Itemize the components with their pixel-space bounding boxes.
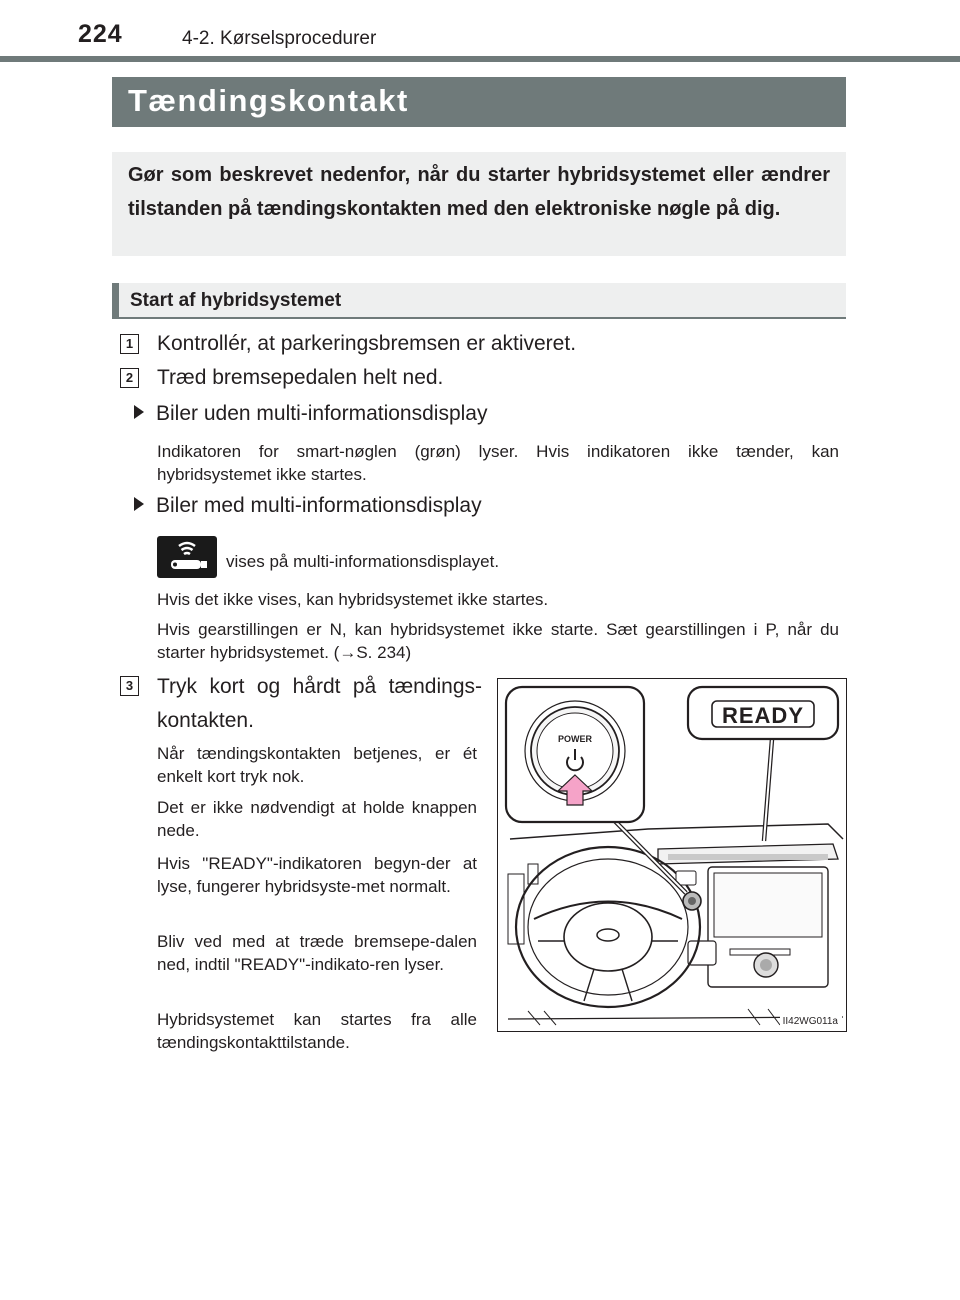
smart-key-indicator-icon [157, 536, 217, 578]
step-number-2: 2 [120, 368, 139, 388]
step-number-1: 1 [120, 334, 139, 354]
step3-note-5: Hybridsystemet kan startes fra alle tændingskontakttilstande. [157, 1010, 477, 1052]
intro-box [112, 152, 846, 256]
step-text-1: Kontrollér, at parkeringsbremsen er aktiveret. [157, 332, 577, 355]
bullet-label: Biler med multi-informationsdisplay [156, 494, 482, 517]
triangle-bullet-icon [134, 497, 144, 511]
step3-note-2: Det er ikke nødvendigt at holde knappen nede. [157, 798, 477, 840]
page-header [0, 0, 960, 64]
icon-caption: vises på multi-informationsdisplayet. [226, 552, 500, 571]
power-button-label: POWER [557, 734, 593, 744]
step-text-3: Tryk kort og hårdt på tændings-kontakten. [157, 675, 482, 732]
subsection-bar [112, 283, 846, 319]
subsection-accent [112, 283, 119, 317]
power-switch-illustration [497, 678, 847, 1032]
with-display-text-1: Hvis det ikke vises, kan hybridsystemet ikke startes. [157, 590, 549, 609]
step3-note-1: Når tændingskontakten betjenes, er ét enkelt kort tryk nok. [157, 744, 477, 786]
with-display-text-2: Hvis gearstillingen er N, kan hybridsystemet ikke starte. Sæt gearstillingen i P, når du starter hybridsystemet. (→S. 234) [157, 620, 839, 662]
step3-note-3: Hvis "READY"-indikatoren begyn-der at lyse, fungerer hybridsyste-met normalt. [157, 854, 477, 896]
subsection-title: Start af hybridsystemet [130, 290, 342, 311]
step-number-3: 3 [120, 676, 139, 696]
page-title-bar [112, 77, 846, 127]
section-label: 4-2. Kørselsprocedurer [182, 28, 377, 49]
page-number: 224 [78, 20, 123, 48]
step3-note-4: Bliv ved med at træde bremsepe-dalen ned, indtil "READY"-indikato-ren lyser. [157, 932, 477, 974]
bullet-without-display [134, 402, 487, 426]
page-title: Tændingskontakt [128, 83, 409, 118]
header-rule [0, 56, 960, 62]
bullet-label: Biler uden multi-informationsdisplay [156, 402, 488, 425]
bullet-without-display-text: Indikatoren for smart-nøglen (grøn) lyser. Hvis indikatoren ikke tænder, kan hybridsystemet ikke startes. [157, 442, 839, 484]
dashboard-drawing [498, 679, 847, 1032]
step-text-2: Træd bremsepedalen helt ned. [157, 366, 444, 389]
figure-code: II42WG011a [782, 1016, 838, 1027]
intro-text: Gør som beskrevet nedenfor, når du starter hybridsystemet eller ændrer tilstanden på tændingskontakten med den elektroniske nøgle på dig. [128, 164, 830, 220]
ready-indicator-label: READY [721, 703, 805, 728]
triangle-bullet-icon [134, 405, 144, 419]
bullet-with-display [134, 494, 482, 518]
